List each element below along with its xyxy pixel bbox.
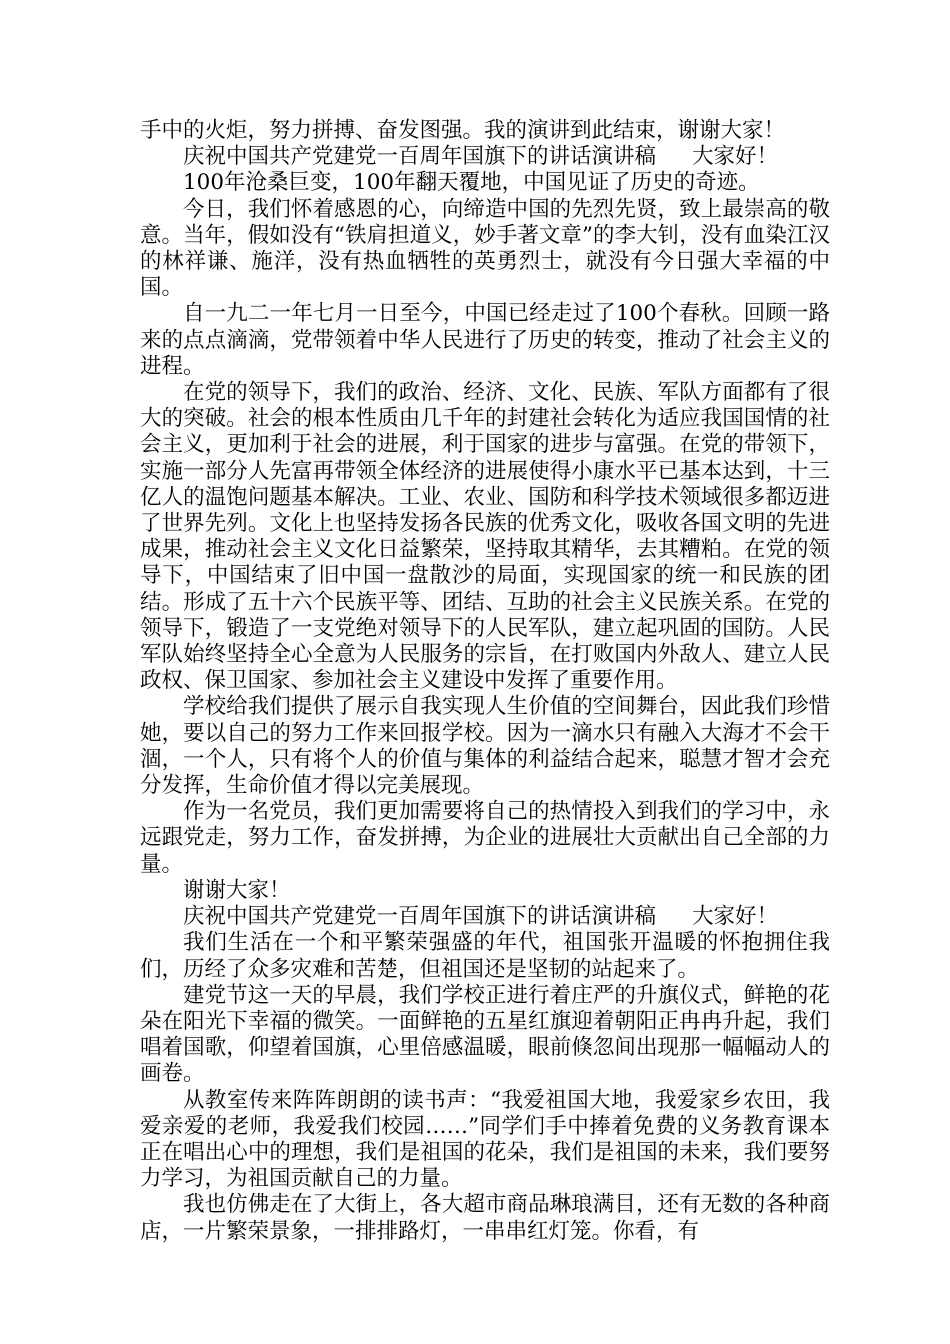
paragraph: 手中的火炬，努力拼搏、奋发图强。我的演讲到此结束，谢谢大家！ <box>140 118 786 143</box>
paragraph: 在党的领导下，我们的政治、经济、文化、民族、军队方面都有了很大的突破。社会的根本性质由几千年的封建社会转化为适应我国国情的社会主义，更加利于社会的进展，利于国家的进步与富强。在党的带领下，实施一部分人先富再带领全体经济的进展使得小康水平已基本达到，十三亿人的温饱问题基本解决。工业、农业、国防和科学技术领域很多都迈进了世界先列。文化上也坚持发扬各民族的优秀文化，吸收各国文明的先进成果，推动社会主义文化日益繁荣，坚持取其精华，去其糟粕。在党的领导下，中国结束了旧中国一盘散沙的局面，实现国家的统一和民族的团结。形成了五十六个民族平等、团结、互助的社会主义民族关系。在党的领导下，锻造了一支党绝对领导下的人民军队，建立起巩固的国防。人民军队始终坚持全心全意为人民服务的宗旨，在打败国内外敌人、建立人民政权、保卫国家、参加社会主义建设中发挥了重要作用。 <box>140 380 830 694</box>
speech-title: 庆祝中国共产党建党一百周年国旗下的讲话演讲稿 <box>183 144 657 170</box>
paragraph: 今日，我们怀着感恩的心，向缔造中国的先烈先贤，致上最崇高的敬意。当年，假如没有“铁肩担道义，妙手著文章”的李大钊，没有血染江汉的林祥谦、施洋，没有热血牺牲的英勇烈士，就没有今日强大幸福的中国。 <box>140 196 830 301</box>
paragraph: 建党节这一天的早晨，我们学校正进行着庄严的升旗仪式，鲜艳的花朵在阳光下幸福的微笑。一面鲜艳的五星红旗迎着朝阳正冉冉升起，我们唱着国歌，仰望着国旗，心里倍感温暖，眼前倏忽间出现那一幅幅动人的画卷。 <box>140 982 830 1087</box>
document-body <box>140 118 830 1245</box>
paragraph: 我也仿佛走在了大街上，各大超市商品琳琅满目，还有无数的各种商店，一片繁荣景象，一排排路灯，一串串红灯笼。你看，有 <box>140 1192 830 1244</box>
speech-title: 庆祝中国共产党建党一百周年国旗下的讲话演讲稿 <box>183 904 657 930</box>
paragraph: 100年沧桑巨变，100年翻天覆地，中国见证了历史的奇迹。 <box>183 170 760 196</box>
paragraph: 自一九二一年七月一日至今，中国已经走过了100个春秋。回顾一路来的点点滴滴，党带领着中华人民进行了历史的转变，推动了社会主义的进程。 <box>140 301 830 379</box>
paragraph: 从教室传来阵阵朗朗的读书声：“我爱祖国大地，我爱家乡农田，我爱亲爱的老师，我爱我们校园……”同学们手中捧着免费的义务教育课本正在唱出心中的理想，我们是祖国的花朵，我们是祖国的未来，我们要努力学习，为祖国贡献自己的力量。 <box>140 1087 830 1192</box>
paragraph: 我们生活在一个和平繁荣强盛的年代，祖国张开温暖的怀抱拥住我们，历经了众多灾难和苦楚，但祖国还是坚韧的站起来了。 <box>140 930 830 982</box>
paragraph: 谢谢大家！ <box>183 877 291 903</box>
speech-heading <box>140 144 830 170</box>
greeting: 大家好！ <box>692 904 779 930</box>
speech-heading <box>140 904 830 930</box>
greeting: 大家好！ <box>692 144 779 170</box>
paragraph: 作为一名党员，我们更加需要将自己的热情投入到我们的学习中，永远跟党走，努力工作，奋发拼搏，为企业的进展壮大贡献出自己全部的力量。 <box>140 799 830 877</box>
paragraph: 学校给我们提供了展示自我实现人生价值的空间舞台，因此我们珍惜她，要以自己的努力工作来回报学校。因为一滴水只有融入大海才不会干涸，一个人，只有将个人的价值与集体的利益结合起来，聪慧才智才会充分发挥，生命价值才得以完美展现。 <box>140 694 830 799</box>
